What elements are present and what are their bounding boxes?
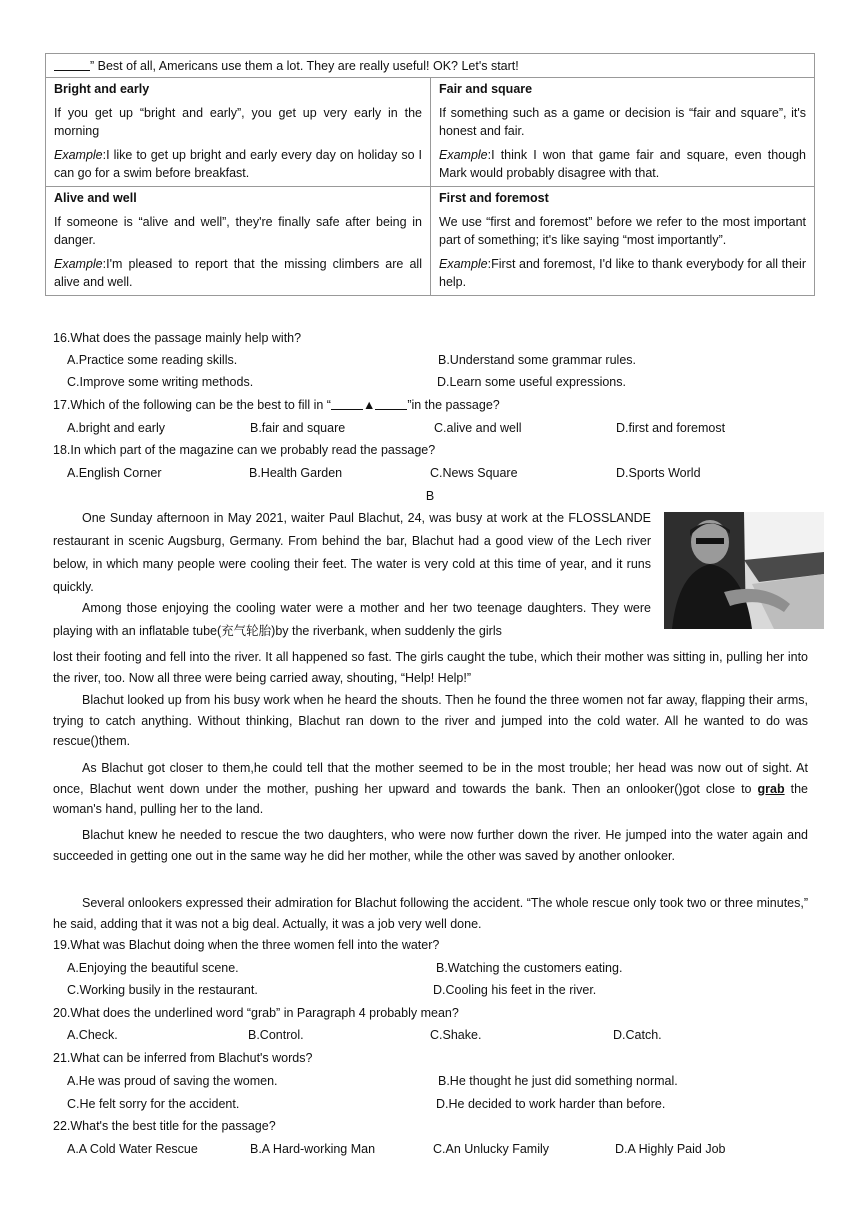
option-a[interactable]: A.English Corner [67,466,162,480]
passage-paragraph-6: Several onlookers expressed their admiration for Blachut following the accident. “The whole rescue only took two or three minutes,” he said, adding that it was not a big deal. Actually, it was a job very well done. [53,896,808,931]
passage-paragraph-4 [53,758,808,820]
question-17-options [67,418,807,438]
expression-example [54,146,422,182]
option-d[interactable]: D.Catch. [613,1028,662,1042]
option-a[interactable]: A.Enjoying the beautiful scene. [67,961,239,975]
example-text: :I'm pleased to report that the missing climbers are all alive and well. [54,257,422,289]
expression-example [54,255,422,291]
option-a[interactable]: A.Check. [67,1028,118,1042]
question-21-options-row1 [67,1071,807,1091]
option-d[interactable]: D.Cooling his feet in the river. [433,983,597,997]
table-intro-row [46,54,814,77]
option-b[interactable]: B.fair and square [250,421,346,435]
question-22-options [67,1139,807,1159]
passage-paragraph-1: One Sunday afternoon in May 2021, waiter Paul Blachut, 24, was busy at work at the FLOSSLANDE restaurant in scenic Augsburg, Germany. From behind the bar, Blachut had a good view of the Lech river below, in which many people were cooling their feet. The water is very cold at this time of year, and it runs quickly. [53,511,651,594]
question-17 [53,395,813,415]
question-21-options-row2 [67,1094,807,1114]
question-22: 22.What's the best title for the passage? [53,1119,276,1133]
option-a[interactable]: A.A Cold Water Rescue [67,1142,198,1156]
example-label: Example [439,148,488,162]
option-c[interactable]: C.Improve some writing methods. [67,375,254,389]
expression-cell-alive-and-well [46,187,431,295]
expression-cell-first-and-foremost [431,187,814,295]
example-label: Example [439,257,488,271]
question-20: 20.What does the underlined word “grab” in Paragraph 4 probably mean? [53,1006,459,1020]
option-c[interactable]: C.alive and well [434,421,522,435]
table-row [46,186,814,295]
option-c[interactable]: C.He felt sorry for the accident. [67,1097,240,1111]
question-19-options-row2 [67,980,807,1000]
expression-example [439,146,806,182]
option-b[interactable]: B.Watching the customers eating. [436,961,623,975]
table-row [46,77,814,186]
option-b[interactable]: B.Health Garden [249,466,343,480]
example-text: :First and foremost, I'd like to thank everybody for all their help. [439,257,806,289]
blachut-photo [664,512,824,629]
option-d[interactable]: D.Sports World [616,466,701,480]
example-text: :I think I won that game fair and square, even though Mark would probably disagree with that. [439,148,806,180]
option-d[interactable]: D.A Highly Paid Job [615,1142,726,1156]
question-19-options-row1 [67,958,807,978]
table-intro-cell [46,54,814,77]
passage-paragraph-2-end: lost their footing and fell into the river. It all happened so fast. The girls caught the tube, which their mother was sitting in, pulling her into the river, too. Now all three were being carried away, shouting, “Help! Help!” [53,650,808,685]
expression-meaning: If someone is “alive and well”, they're finally safe after being in danger. [54,215,422,247]
question-19: 19.What was Blachut doing when the three women fell into the water? [53,938,440,952]
option-c[interactable]: C.News Square [430,466,518,480]
expression-title: Bright and early [54,82,150,96]
answer-blank [331,397,363,410]
option-d[interactable]: D.He decided to work harder than before. [436,1097,666,1111]
triangle-mark-icon: ▲ [362,398,376,412]
intro-blank [54,58,90,71]
question-17-text-start: 17.Which of the following can be the best to fill in “ [53,398,331,412]
expression-meaning: We use “first and foremost” before we refer to the most important part of something; it's like saying “most importantly”. [439,215,806,247]
question-18-options [67,463,807,483]
passage-paragraph-2-start: Among those enjoying the cooling water were a mother and her two teenage daughters. They were playing with an inflatable tube(充气轮胎)by the riverbank, when suddenly the girls [53,601,651,638]
photo-illustration [664,512,824,629]
option-d[interactable]: D.first and foremost [616,421,726,435]
expression-title: Alive and well [54,191,137,205]
example-label: Example [54,148,103,162]
option-a[interactable]: A.He was proud of saving the women. [67,1074,278,1088]
expressions-table [45,53,815,296]
expression-cell-fair-and-square [431,78,814,186]
question-21: 21.What can be inferred from Blachut's words? [53,1051,313,1065]
expression-meaning: If something such as a game or decision is “fair and square”, it's honest and fair. [439,106,806,138]
option-a[interactable]: A.bright and early [67,421,165,435]
paragraph-4-text-end: the woman's hand, pulling her to the land. [53,781,808,816]
option-c[interactable]: C.Working busily in the restaurant. [67,983,258,997]
underlined-word-grab: grab [757,781,785,796]
passage-paragraph-5: Blachut knew he needed to rescue the two daughters, who were now further down the river. He jumped into the water again and succeeded in getting one out in the same way he did her mother, while the other was saved by another onlooker. [53,828,808,863]
expression-title: First and foremost [439,191,549,205]
answer-blank [375,397,407,410]
example-label: Example [54,257,103,271]
expression-meaning: If you get up “bright and early”, you get up very early in the morning [54,106,422,138]
option-c[interactable]: C.Shake. [430,1028,482,1042]
expression-cell-bright-and-early [46,78,431,186]
question-16-options-row2 [67,372,807,392]
question-16-options-row1 [67,350,807,370]
passage-paragraph-3: Blachut looked up from his busy work when he heard the shouts. Then he found the three women not far away, flapping their arms, trying to catch anything. Without thinking, Blachut ran down to the river and jumped into the cold water. All he wanted to do was rescue()them. [53,693,808,748]
example-text: :I like to get up bright and early every day on holiday so I can go for a swim before breakfast. [54,148,422,180]
option-b[interactable]: B.Control. [248,1028,304,1042]
expression-example [439,255,806,291]
option-b[interactable]: B.A Hard-working Man [250,1142,376,1156]
question-20-options [67,1025,807,1045]
option-b[interactable]: B.Understand some grammar rules. [438,353,636,367]
section-heading-b: B [425,489,435,503]
option-b[interactable]: B.He thought he just did something normal. [438,1074,678,1088]
option-d[interactable]: D.Learn some useful expressions. [437,375,626,389]
option-a[interactable]: A.Practice some reading skills. [67,353,238,367]
question-17-text-end: ”in the passage? [407,398,500,412]
question-18: 18.In which part of the magazine can we probably read the passage? [53,443,436,457]
option-c[interactable]: C.An Unlucky Family [433,1142,549,1156]
intro-tail-text: ” Best of all, Americans use them a lot. They are really useful! OK? Let's start! [90,59,519,73]
paragraph-4-text-start: As Blachut got closer to them,he could tell that the mother seemed to be in the most trouble; her head was now out of sight. At once, Blachut went down under the mother, pushing her upward and towards the bank. Then an onlooker()got close to [53,761,808,796]
question-16: 16.What does the passage mainly help with? [53,331,302,345]
expression-title: Fair and square [439,82,533,96]
